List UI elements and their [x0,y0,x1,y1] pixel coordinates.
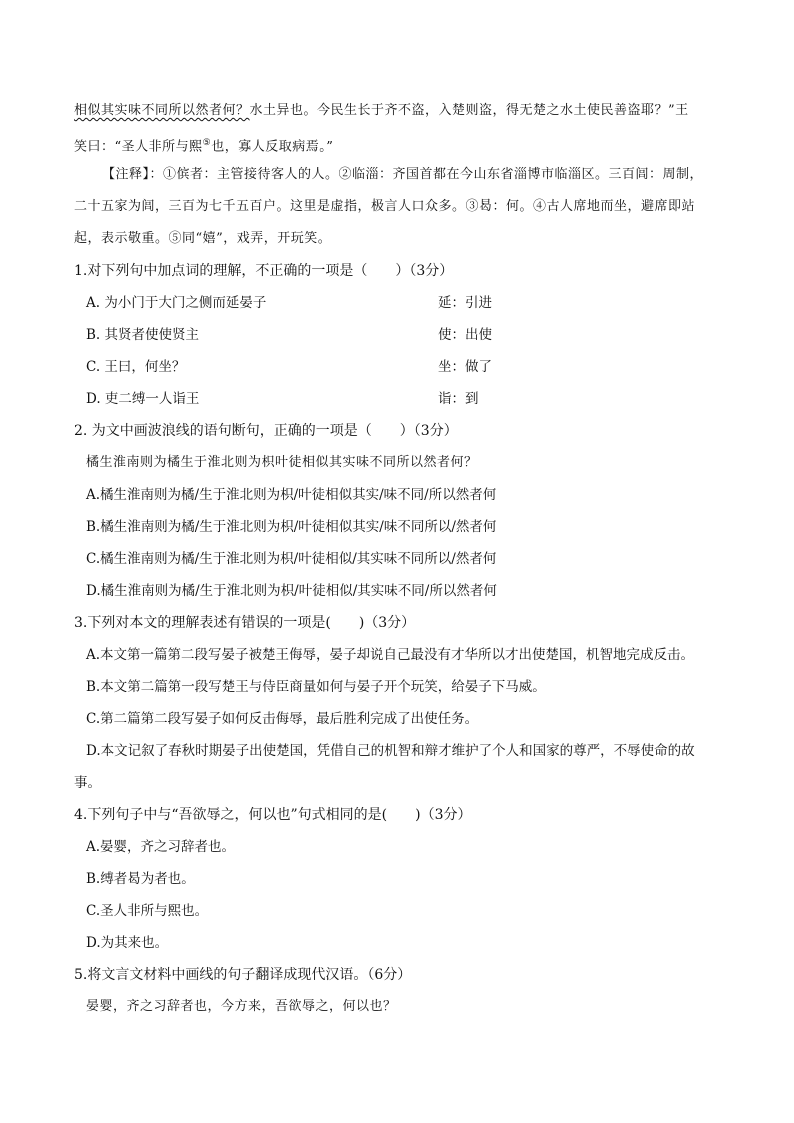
option-gloss: 坐：做了 [438,359,492,375]
question-4-stem: 4.下列句子中与“吾欲辱之，何以也”句式相同的是( )（3分） [74,807,472,823]
option-gloss: 使：出使 [438,327,492,343]
question-4-option-d: D.为其来也。 [86,935,169,951]
question-1-stem: 1.对下列句中加点词的理解，不正确的一项是（ ）（3分） [74,263,454,279]
question-4-option-a: A.晏婴，齐之习辞者也。 [86,839,236,855]
question-1-option-b [86,325,492,345]
question-2-option-d: D.橘生淮南则为橘/生于淮北则为枳/叶徒相似/其实味不同/所以然者何 [86,583,497,599]
question-2-option-c: C.橘生淮南则为橘/生于淮北则为枳/叶徒相似/其实味不同所以/然者何 [86,551,497,567]
question-3-option-b: B.本文第二篇第一段写楚王与侍臣商量如何与晏子开个玩笑，给晏子下马威。 [86,679,546,695]
question-4-option-b: B.缚者曷为者也。 [86,871,195,887]
notes-line-2: 二十五家为闾，三百为七千五百户。这里是虚指，极言人口众多。③曷：何。④古人席地而坐，避席即站 [74,199,696,214]
question-2-option-b: B.橘生淮南则为橘/生于淮北则为枳/叶徒相似其实/味不同所以/然者何 [86,519,497,535]
question-2-sentence: 橘生淮南则为橘生于淮北则为枳叶徒相似其实味不同所以然者何？ [86,455,478,470]
question-3-option-c: C.第二篇第二段写晏子如何反击侮辱，最后胜利完成了出使任务。 [86,711,479,727]
question-5-sentence: 晏婴，齐之习辞者也，今方来，吾欲辱之，何以也？ [86,999,397,1014]
option-gloss: 诣：到 [438,391,479,407]
question-2-option-a: A.橘生淮南则为橘/生于淮北则为枳/叶徒相似其实/味不同/所以然者何 [86,487,497,503]
passage-line-2-b: 也，寡人反取病焉。” [211,139,334,155]
question-1-option-a [86,293,492,313]
question-3-option-d-continued: 事。 [74,775,101,791]
note-marker-5: ⑤ [202,138,212,148]
wavy-underlined-sentence: 相似其实味不同所以然者何？ [74,103,250,118]
question-3-stem: 3.下列对本文的理解表述有错误的一项是( )（3分） [74,615,416,631]
option-text: C. 王曰，何坐？ [86,359,186,375]
question-1-option-d [86,389,479,409]
passage-line-1 [74,101,689,121]
question-3-option-a: A.本文第一篇第二段写晏子被楚王侮辱，晏子却说自己最没有才华所以才出使楚国，机智地完成反击。 [86,647,695,663]
option-text: A. 为小门于大门之侧而延晏子 [86,295,267,311]
question-1-option-c [86,357,492,377]
question-2-stem: 2. 为文中画波浪线的语句断句，正确的一项是（ ）（3分） [74,423,458,439]
question-5-stem: 5.将文言文材料中画线的句子翻译成现代汉语。（6分） [74,967,412,983]
passage-line-1-rest: 水土异也。今民生长于齐不盗，入楚则盗，得无楚之水土使民善盗耶？”王 [249,103,689,118]
option-gloss: 延：引进 [438,295,492,311]
question-3-option-d: D.本文记叙了春秋时期晏子出使楚国，凭借自己的机智和辩才维护了个人和国家的尊严，不辱使命的故 [86,743,695,759]
question-4-option-c: C.圣人非所与熙也。 [86,903,209,919]
option-text: D. 吏二缚一人诣王 [86,391,200,407]
notes-line-1: 【注释】：①傧者：主管接待客人的人。②临淄：齐国首都在今山东省淄博市临淄区。三百闾：周制， [102,167,704,182]
passage-line-2 [74,133,333,157]
passage-line-2-a: 笑曰：“圣人非所与熙 [74,139,203,155]
notes-line-3: 起，表示敬重。⑤同“嬉”，戏弄，开玩笑。 [74,231,332,246]
option-text: B. 其贤者使使贤主 [86,327,200,343]
